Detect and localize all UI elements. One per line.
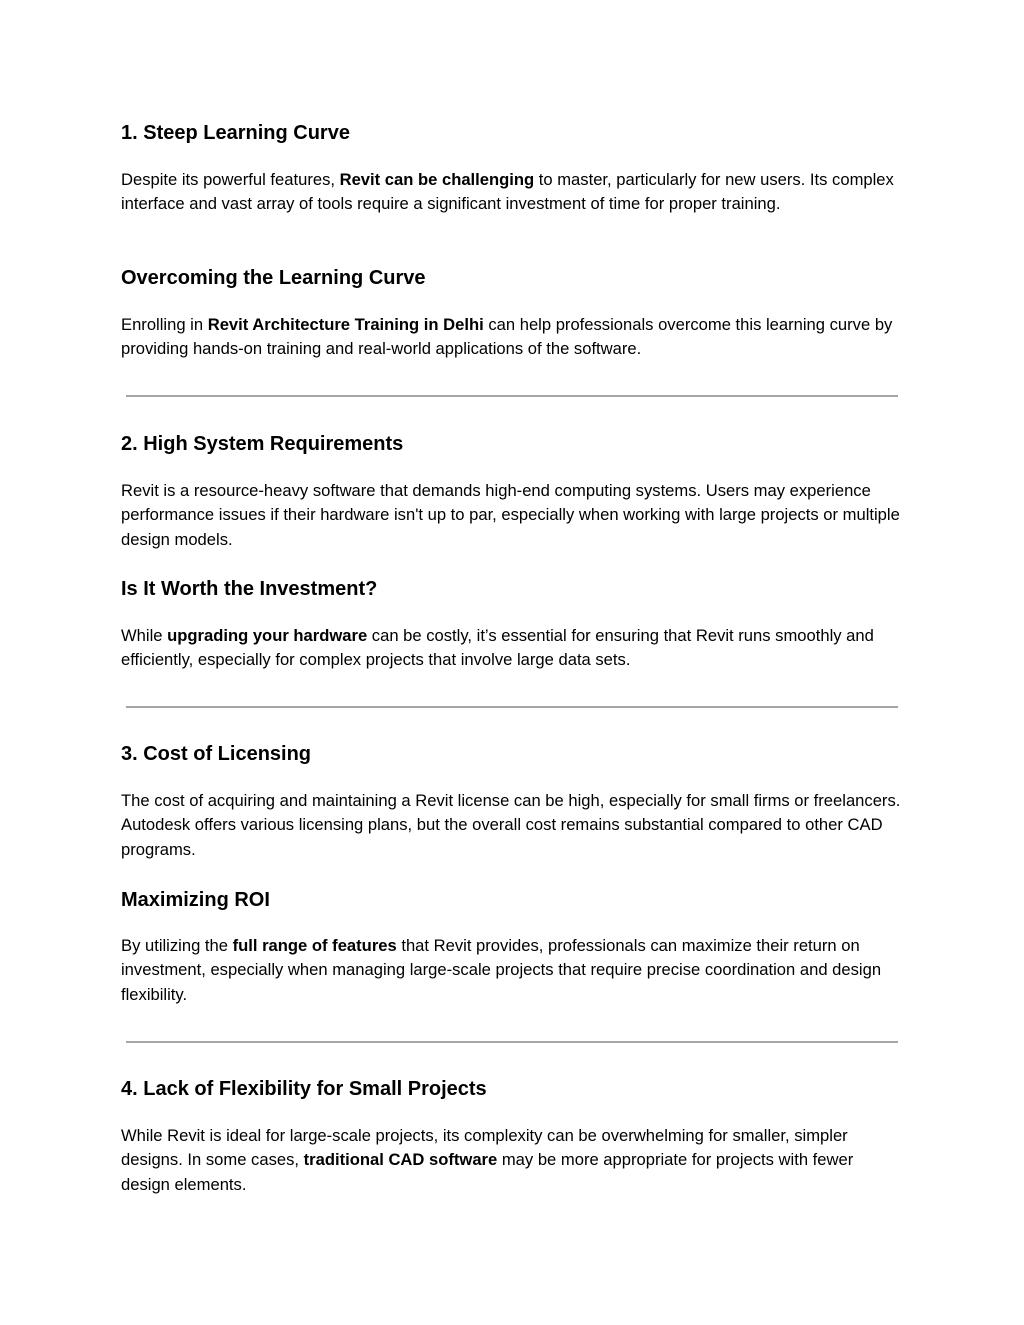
- section-subparagraph-3: By utilizing the full range of features that Revit provides, professionals can maximize their return on investment, especially when managing large-scale projects that require precise coordination and design flexibility.: [121, 936, 882, 1004]
- section-subheading-3: Maximizing ROI: [121, 889, 270, 911]
- section-subheading-1: Overcoming the Learning Curve: [121, 267, 426, 289]
- section-heading-3: 3. Cost of Licensing: [121, 743, 312, 765]
- section-heading-4: 4. Lack of Flexibility for Small Projects: [121, 1078, 487, 1100]
- section-paragraph-4: While Revit is ideal for large-scale projects, its complexity can be overwhelming for smaller, simpler designs. In some cases, traditional CAD software may be more appropriate for projects with fewer design elements.: [121, 1126, 854, 1194]
- section-paragraph-2: Revit is a resource-heavy software that demands high-end computing systems. Users may experience performance issues if their hardware isn't up to par, especially when working with large projects or multiple design models.: [121, 481, 900, 549]
- section-heading-1: 1. Steep Learning Curve: [121, 122, 350, 144]
- section-subparagraph-2: While upgrading your hardware can be costly, it’s essential for ensuring that Revit runs smoothly and efficiently, especially for complex projects that involve large data sets.: [121, 626, 874, 670]
- section-subheading-2: Is It Worth the Investment?: [121, 578, 378, 600]
- section-divider-3: [126, 1041, 898, 1043]
- section-divider-2: [126, 706, 898, 708]
- section-subparagraph-1: Enrolling in Revit Architecture Training in Delhi can help professionals overcome this learning curve by providing hands-on training and real-world applications of the software.: [121, 315, 893, 359]
- section-paragraph-3: The cost of acquiring and maintaining a Revit license can be high, especially for small firms or freelancers. Autodesk offers various licensing plans, but the overall cost remains substantial compared to other CAD programs.: [121, 791, 901, 859]
- section-paragraph-1: Despite its powerful features, Revit can be challenging to master, particularly for new users. Its complex interface and vast array of tools require a significant investment of time for proper training.: [121, 170, 894, 214]
- section-heading-2: 2. High System Requirements: [121, 433, 404, 455]
- section-divider-1: [126, 395, 898, 397]
